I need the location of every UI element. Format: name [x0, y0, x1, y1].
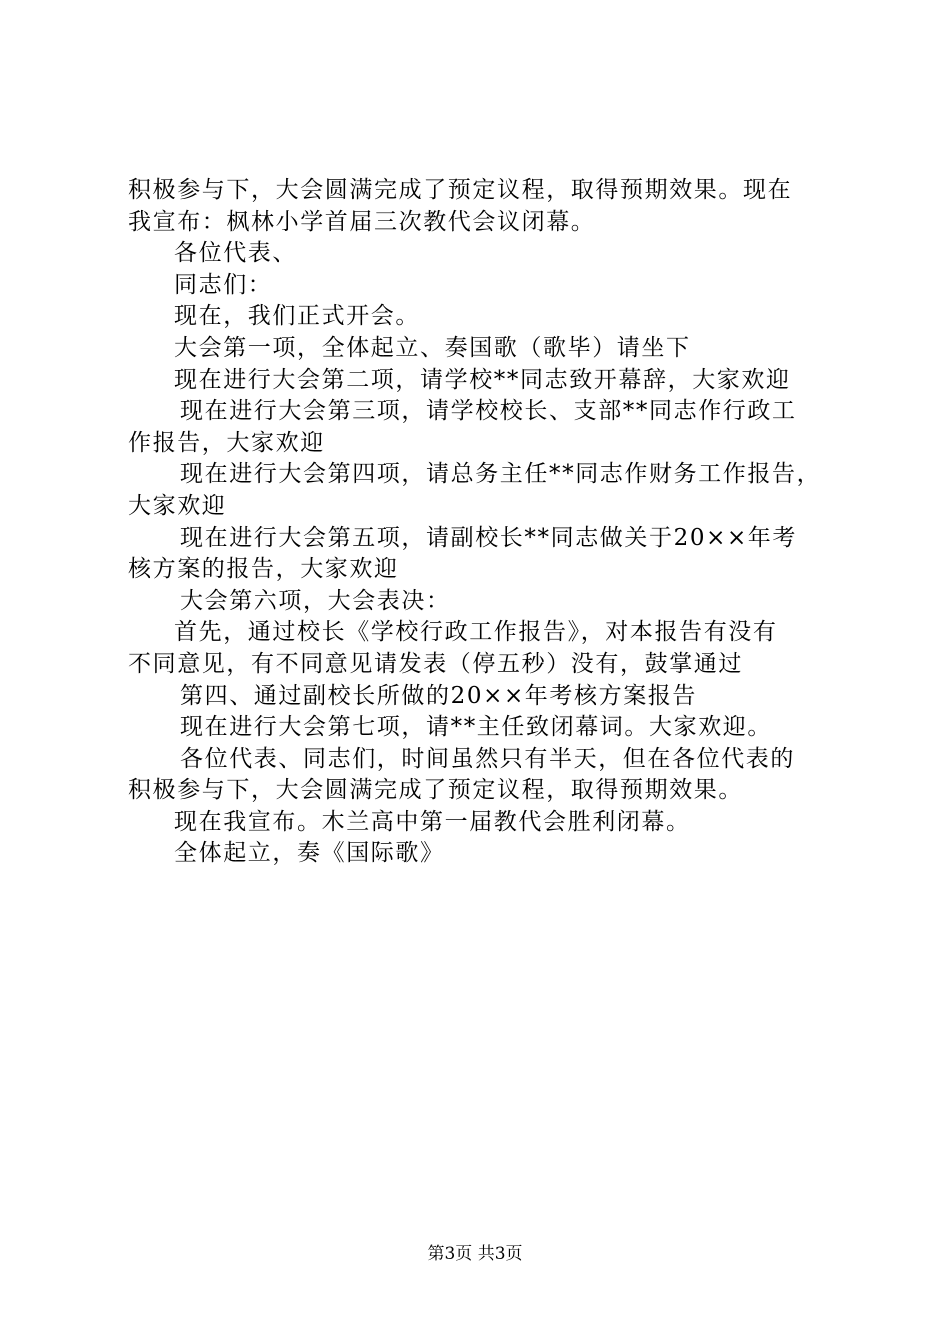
text-line: 大家欢迎: [128, 492, 227, 519]
text-line: 积极参与下，大会圆满完成了预定议程，取得预期效果。: [128, 777, 743, 804]
text-line: 我宣布：枫林小学首届三次教代会议闭幕。: [128, 208, 596, 235]
text-line: 作报告，大家欢迎: [128, 429, 325, 456]
text-line: 现在我宣布。木兰高中第一届教代会胜利闭幕。: [174, 808, 691, 835]
text-line: 现在进行大会第七项，请**主任致闭幕词。大家欢迎。: [180, 714, 772, 741]
text-line: 大会第六项，大会表决：: [180, 587, 451, 614]
text-line: 第四、通过副校长所做的20××年考核方案报告: [180, 682, 698, 709]
text-line: 各位代表、同志们，时间虽然只有半天，但在各位代表的: [180, 745, 795, 772]
text-line: 各位代表、: [174, 240, 297, 267]
text-line: 现在进行大会第五项，请副校长**同志做关于20××年考: [180, 524, 798, 551]
text-line: 不同意见，有不同意见请发表（停五秒）没有，鼓掌通过: [128, 650, 743, 677]
text-line: 现在进行大会第三项，请学校校长、支部**同志作行政工: [180, 398, 797, 425]
page-number-footer: 第3页 共3页: [427, 1244, 523, 1264]
text-line: 同志们：: [174, 271, 273, 298]
text-line: 现在，我们正式开会。: [174, 303, 420, 330]
text-line: 核方案的报告，大家欢迎: [128, 556, 399, 583]
text-line: 现在进行大会第四项，请总务主任**同志作财务工作报告，: [180, 461, 822, 488]
text-line: 大会第一项，全体起立、奏国歌（歌毕）请坐下: [174, 334, 691, 361]
text-line: 全体起立，奏《国际歌》: [174, 840, 445, 867]
text-line: 积极参与下，大会圆满完成了预定议程，取得预期效果。现在: [128, 177, 793, 203]
text-line: 首先，通过校长《学校行政工作报告》，对本报告有没有: [174, 619, 778, 646]
document-body: [128, 175, 838, 870]
text-line: 现在进行大会第二项，请学校**同志致开幕辞，大家欢迎: [174, 366, 791, 393]
